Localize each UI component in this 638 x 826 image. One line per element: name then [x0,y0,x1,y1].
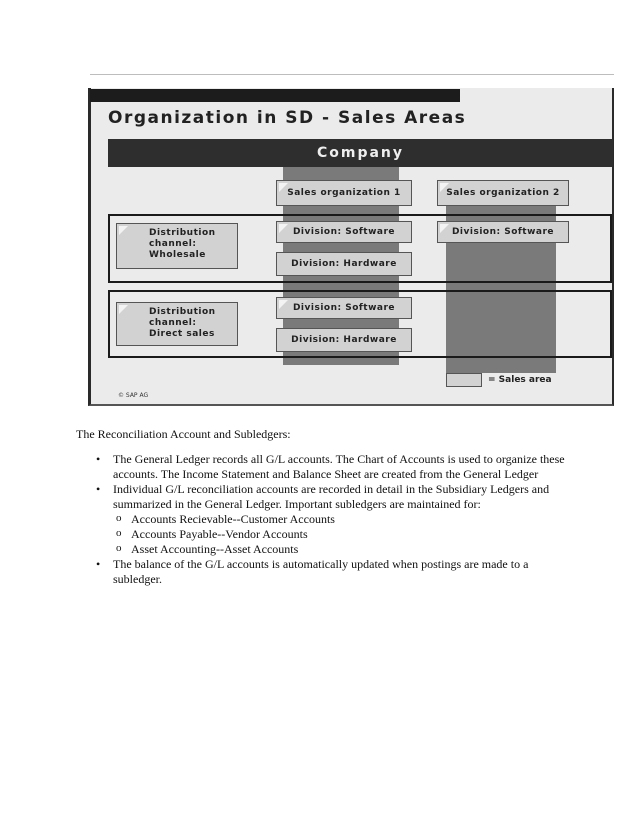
division-hardware-label: Division: Hardware [291,335,397,345]
bullet-icon: • [96,482,101,496]
channel-wholesale-line-1: Distribution [149,228,216,238]
box-corner-icon [119,226,128,235]
channel-wholesale-line-2: channel: [149,239,197,249]
figure-top-bar [90,89,460,102]
box-corner-icon [119,305,128,314]
sub-bullet-text: Accounts Recievable--Customer Accounts [131,512,335,526]
sales-org-2-label: Sales organization 2 [446,188,560,198]
sub-bullet-item [96,542,566,557]
top-rule [90,74,614,75]
division-hardware-box-1 [276,252,412,276]
sub-bullet-text: Accounts Payable--Vendor Accounts [131,527,308,541]
division-hardware-label: Division: Hardware [291,259,397,269]
division-software-box-3 [276,297,412,319]
circle-bullet-icon: o [116,512,122,524]
sales-org-1-box [276,180,412,206]
section-heading: The Reconciliation Account and Subledgers: [76,427,291,441]
division-software-label: Division: Software [451,227,555,237]
bullet-item [96,557,566,587]
circle-bullet-icon: o [116,542,122,554]
sub-bullet-item [96,512,566,527]
channel-direct-line-3: Direct sales [149,329,215,339]
circle-bullet-icon: o [116,527,122,539]
box-corner-icon [279,183,288,192]
sub-bullet-item [96,527,566,542]
copyright: © SAP AG [118,392,149,399]
bullet-text: The General Ledger records all G/L accounts. The Chart of Accounts is used to organize these accounts. The Income Statement and Balance Sheet are created from the General Ledger [113,452,565,481]
box-corner-icon [279,224,288,233]
sales-org-2-box [437,180,569,206]
bullet-icon: • [96,557,101,571]
sales-org-1-label: Sales organization 1 [287,188,401,198]
box-corner-icon [279,300,288,309]
division-hardware-box-2 [276,328,412,352]
channel-direct-line-2: channel: [149,318,197,328]
bullet-item [96,452,566,482]
figure-title: Organization in SD - Sales Areas [108,108,467,128]
division-software-label: Division: Software [292,303,396,313]
company-bar: Company [108,139,613,167]
sub-bullet-text: Asset Accounting--Asset Accounts [131,542,299,556]
division-software-label: Division: Software [292,227,396,237]
bullet-text: Individual G/L reconciliation accounts are recorded in detail in the Subsidiary Ledgers and summarized in the General Ledger. Important subledgers are maintained for: [113,482,550,511]
channel-wholesale-line-3: Wholesale [149,250,206,260]
box-corner-icon [440,183,449,192]
box-corner-icon [440,224,449,233]
bullet-item [96,482,566,512]
bullet-text: The balance of the G/L accounts is automatically updated when postings are made to a subledger. [113,557,529,586]
channel-wholesale-box [116,223,238,269]
legend-swatch [446,373,482,387]
legend-label: = Sales area [488,375,552,385]
bullet-icon: • [96,452,101,466]
division-software-box-2 [437,221,569,243]
channel-direct-sales-box [116,302,238,346]
bullet-list [96,452,566,587]
channel-direct-line-1: Distribution [149,307,216,317]
division-software-box-1 [276,221,412,243]
